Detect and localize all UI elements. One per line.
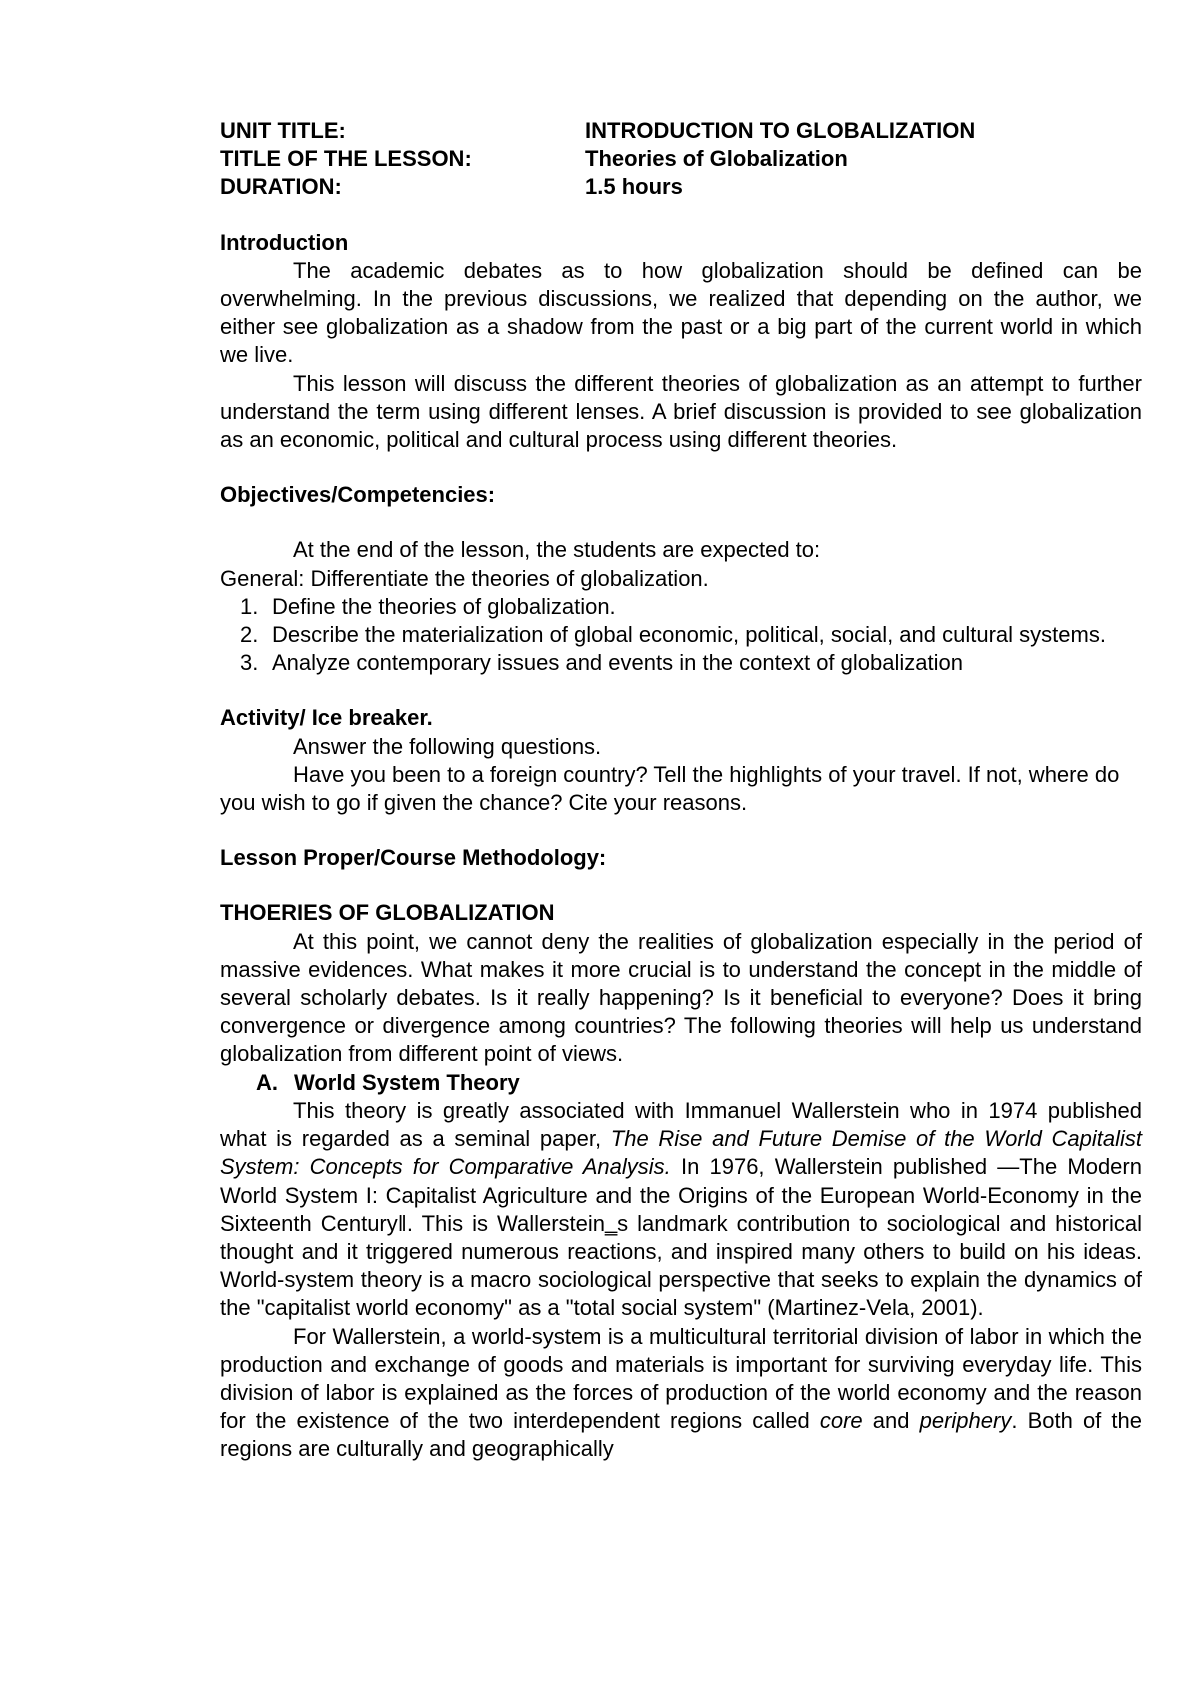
document-page <box>220 117 1142 1464</box>
objectives-list <box>220 593 1142 678</box>
term-periphery: periphery <box>919 1408 1012 1434</box>
subheading-letter: A. <box>256 1069 278 1095</box>
paragraph-text: This theory is greatly associated with Immanuel Wallerstein who in 1974 published what is regarded as a seminal paper, <box>220 1097 1142 1152</box>
paragraph-text: . Both of the regions are culturally and geographically <box>220 1408 1143 1462</box>
objectives-heading: Objectives/Competencies: <box>220 482 496 508</box>
paper-title: The Rise and Future Demise of the World Capitalist System: Concepts for Comparative Analysis. <box>220 1126 1142 1180</box>
unit-title-label: UNIT TITLE: <box>220 118 346 143</box>
introduction-paragraph-1: The academic debates as to how globalization should be defined can be overwhelming. In the previous discussions, we realized that depending on the author, we either see globalization as a shadow from the past or a big part of the current world in which we live. <box>220 257 1142 368</box>
activity-line-2: Have you been to a foreign country? Tell the highlights of your travel. If not, where do you wish to go if given the chance? Cite your reasons. <box>220 761 1120 816</box>
unit-title-row <box>220 117 1142 145</box>
list-item <box>240 593 1142 621</box>
list-item-text: Describe the materialization of global economic, political, social, and cultural systems. <box>272 622 1106 648</box>
world-system-paragraph-2 <box>220 1323 1142 1464</box>
list-item <box>240 621 1142 649</box>
theories-paragraph: At this point, we cannot deny the realities of globalization especially in the period of massive evidences. What makes it more crucial is to understand the concept in the middle of several scholarly debates. Is it really happening? Is it beneficial to everyone? Does it bring convergence or divergence among countries? The following theories will help us understand globalization from different point of views. <box>220 928 1142 1067</box>
paragraph-text: and <box>862 1408 920 1434</box>
introduction-paragraph-2: This lesson will discuss the different theories of globalization as an attempt to further understand the term using different lenses. A brief discussion is provided to see globalization as an economic, political and cultural process using different theories. <box>220 370 1142 453</box>
activity-line-1: Answer the following questions. <box>293 733 602 759</box>
list-item-number: 1. <box>240 593 259 619</box>
unit-title-value: INTRODUCTION TO GLOBALIZATION <box>585 118 976 143</box>
paragraph-text: For Wallerstein, a world-system is a multicultural territorial division of labor in which the production and exchange of goods and materials is important for surviving everyday life. This division of labor is explained as the forces of production of the world economy and the reason for the existence of the two interdependent regions called <box>220 1323 1142 1434</box>
lesson-title-label: TITLE OF THE LESSON: <box>220 146 472 172</box>
lesson-title-row <box>220 145 1142 173</box>
duration-row <box>220 173 1142 201</box>
list-item-text: Define the theories of globalization. <box>272 593 616 619</box>
list-item-number: 3. <box>240 650 259 676</box>
subheading-title: World System Theory <box>294 1069 520 1095</box>
paragraph-text: In 1976, Wallerstein published ―The Modern World System I: Capitalist Agriculture and the Origins of the European World-Economy in the Sixteenth Century‖. This is Wallerstein‗s landmark contribution to sociological and historical thought and it triggered numerous reactions, and inspired many others to build on his ideas. World-system theory is a macro sociological perspective that seeks to explain the dynamics of the "capitalist world economy" as a "total social system" (Martinez-Vela, 2001). <box>220 1154 1142 1321</box>
objectives-general: General: Differentiate the theories of globalization. <box>220 565 709 591</box>
objectives-intro: At the end of the lesson, the students are expected to: <box>293 537 821 563</box>
theories-heading: THOERIES OF GLOBALIZATION <box>220 900 555 926</box>
duration-value: 1.5 hours <box>585 174 683 200</box>
world-system-paragraph-1 <box>220 1097 1142 1323</box>
term-core: core <box>819 1408 863 1434</box>
list-item-number: 2. <box>240 622 259 648</box>
list-item-text: Analyze contemporary issues and events in the context of globalization <box>272 650 963 676</box>
lesson-title-value: Theories of Globalization <box>585 146 848 172</box>
lesson-proper-heading: Lesson Proper/Course Methodology: <box>220 845 607 871</box>
duration-label: DURATION: <box>220 174 342 200</box>
list-item <box>240 649 1142 677</box>
world-system-subheading <box>256 1069 1142 1097</box>
activity-heading: Activity/ Ice breaker. <box>220 705 433 731</box>
introduction-heading: Introduction <box>220 229 349 255</box>
